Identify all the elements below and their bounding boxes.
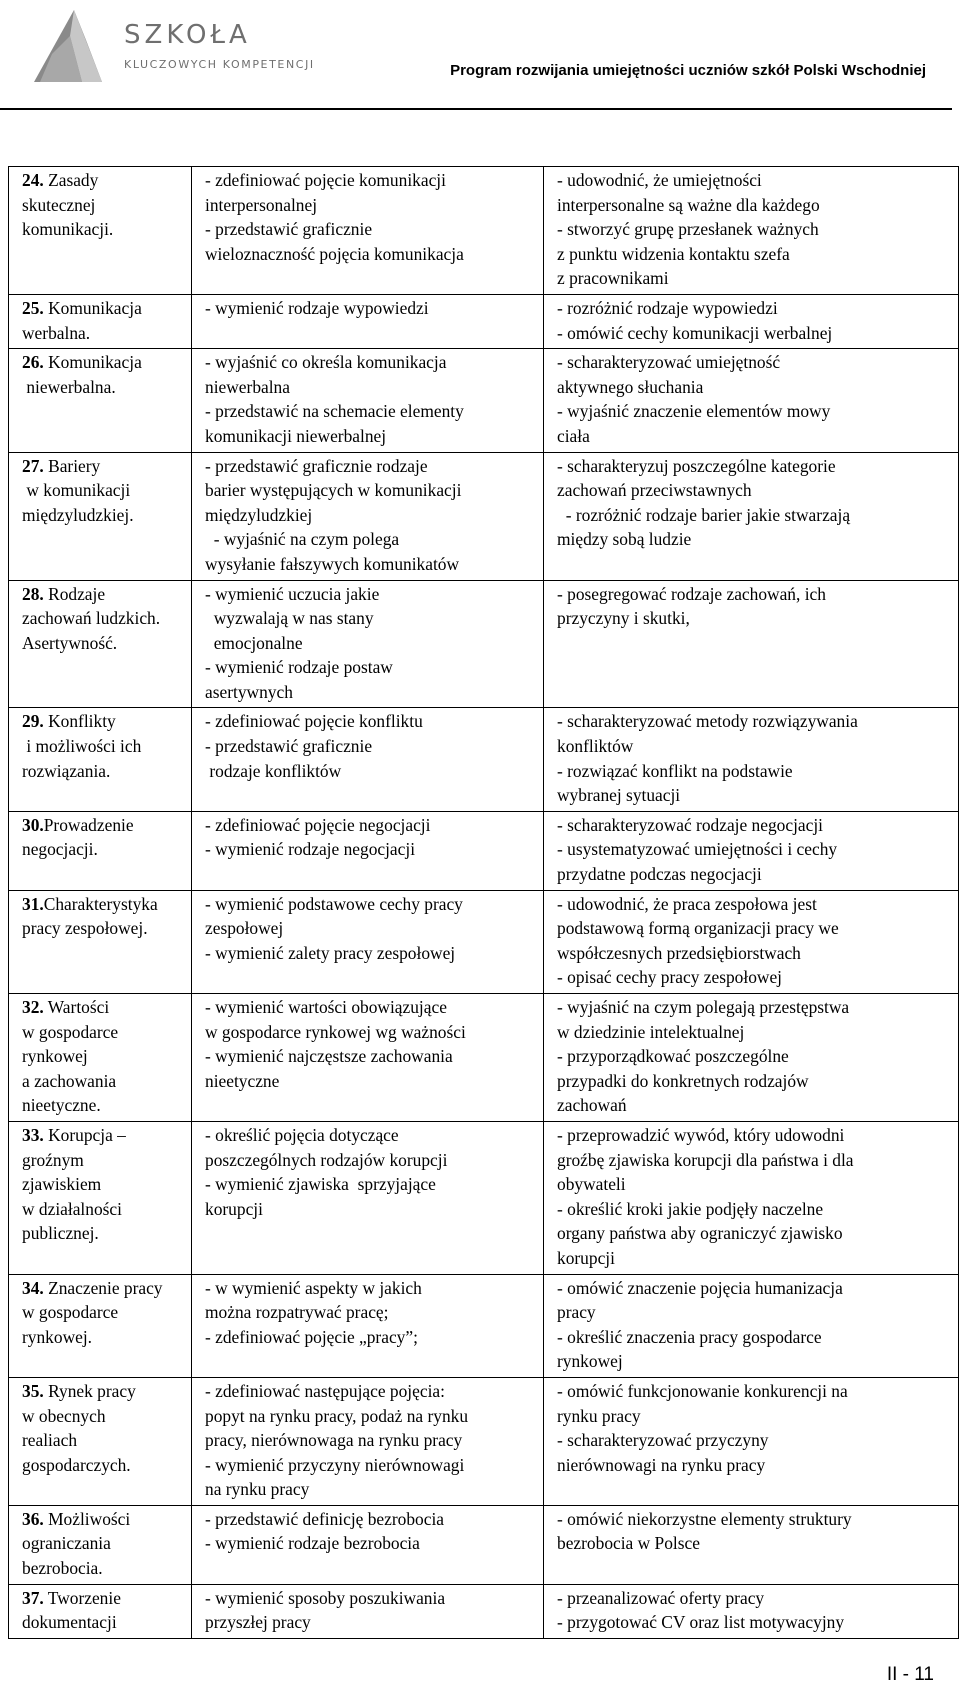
topic-number: 33. xyxy=(22,1124,44,1145)
extended-requirements-line: - określić kroki jakie podjęły naczelne xyxy=(557,1198,824,1219)
topic-number: 26. xyxy=(22,352,44,373)
topic-text: bezrobocia. xyxy=(22,1558,103,1579)
table-row xyxy=(9,1274,959,1377)
topic-line xyxy=(22,1172,187,1197)
extended-requirements-line: - scharakteryzuj poszczególne kategorie xyxy=(557,455,836,476)
basic-requirements-cell xyxy=(192,1377,544,1505)
basic-requirements-cell xyxy=(192,167,544,295)
table-row xyxy=(9,708,959,811)
topic-number: 29. xyxy=(22,711,44,732)
extended-requirements-cell xyxy=(544,294,959,348)
topic-text: Prowadzenie xyxy=(43,814,134,835)
extended-requirements-line: przypadki do konkretnych rodzajów xyxy=(557,1070,809,1091)
topic-text: niewerbalna. xyxy=(22,376,116,397)
topic-text: rynkowej xyxy=(22,1046,88,1067)
topic-line xyxy=(22,995,187,1020)
extended-requirements-line: z punktu widzenia kontaktu szefa xyxy=(557,243,790,264)
basic-requirements-line: - zdefiniować pojęcie komunikacji xyxy=(205,170,446,190)
extended-requirements-line: przyczyny i skutki, xyxy=(557,608,690,629)
topic-number: 25. xyxy=(22,297,44,318)
basic-requirements-line: - wymienić zalety pracy zespołowej xyxy=(205,942,456,963)
basic-requirements-line: - zdefiniować pojęcie negocjacji xyxy=(205,814,431,835)
basic-requirements-line: zespołowej xyxy=(205,918,284,939)
extended-requirements-line: obywateli xyxy=(557,1174,626,1195)
topic-text: Korupcja – xyxy=(43,1124,126,1145)
basic-requirements-line: - wyjaśnić na czym polega xyxy=(205,529,400,550)
topic-line xyxy=(22,1276,187,1301)
extended-requirements-line: - określić znaczenia pracy gospodarce xyxy=(557,1326,822,1347)
topic-cell xyxy=(9,1584,192,1638)
basic-requirements-line: korupcji xyxy=(205,1198,263,1219)
extended-requirements-line: - omówić cechy komunikacji werbalnej xyxy=(557,322,833,343)
basic-requirements-line: - wymienić rodzaje bezrobocia xyxy=(205,1533,420,1554)
topic-line xyxy=(22,892,187,917)
basic-requirements-line: na rynku pracy xyxy=(205,1479,310,1500)
extended-requirements-cell xyxy=(544,1377,959,1505)
extended-requirements-line: nierównowagi na rynku pracy xyxy=(557,1454,766,1475)
basic-requirements-line: w gospodarce rynkowej wg ważności xyxy=(205,1021,466,1042)
topic-text: negocjacji. xyxy=(22,839,98,860)
basic-requirements-line: - zdefiniować następujące pojęcia: xyxy=(205,1380,445,1401)
topic-line xyxy=(22,503,187,528)
topic-line xyxy=(22,1556,187,1581)
basic-requirements-cell xyxy=(192,452,544,580)
table-row xyxy=(9,1121,959,1274)
basic-requirements-line: - przedstawić graficznie rodzaje xyxy=(205,455,428,476)
topic-cell xyxy=(9,1377,192,1505)
curriculum-table-body xyxy=(9,167,959,1639)
basic-requirements-cell xyxy=(192,580,544,708)
topic-line xyxy=(22,217,187,242)
extended-requirements-line: w dziedzinie intelektualnej xyxy=(557,1021,745,1042)
extended-requirements-line: - przeprowadzić wywód, który udowodni xyxy=(557,1124,845,1145)
topic-text: i możliwości ich xyxy=(22,736,142,757)
topic-line xyxy=(22,375,187,400)
topic-line xyxy=(22,837,187,862)
topic-line xyxy=(22,582,187,607)
table-row xyxy=(9,1377,959,1505)
topic-line xyxy=(22,606,187,631)
basic-requirements-line: - wymienić uczucia jakie xyxy=(205,583,380,604)
basic-requirements-cell xyxy=(192,349,544,452)
extended-requirements-line: między sobą ludzie xyxy=(557,529,692,550)
extended-requirements-cell xyxy=(544,349,959,452)
table-row xyxy=(9,811,959,890)
basic-requirements-line: asertywnych xyxy=(205,681,293,702)
basic-requirements-line: - zdefiniować pojęcie „pracy”; xyxy=(205,1326,418,1347)
extended-requirements-line: - stworzyć grupę przesłanek ważnych xyxy=(557,219,819,240)
extended-requirements-line: - udowodnić, że praca zespołowa jest xyxy=(557,893,817,914)
extended-requirements-cell xyxy=(544,167,959,295)
basic-requirements-line: można rozpatrywać pracę; xyxy=(205,1302,389,1323)
extended-requirements-line: - omówić znaczenie pojęcia humanizacja xyxy=(557,1277,843,1298)
table-row xyxy=(9,890,959,993)
topic-line xyxy=(22,759,187,784)
extended-requirements-line: rynkowej xyxy=(557,1351,623,1372)
basic-requirements-line: - przedstawić graficznie xyxy=(205,219,373,240)
topic-cell xyxy=(9,994,192,1122)
topic-line xyxy=(22,1148,187,1173)
topic-cell xyxy=(9,580,192,708)
basic-requirements-line: - wymienić rodzaje wypowiedzi xyxy=(205,297,429,318)
extended-requirements-line: - scharakteryzować umiejętność xyxy=(557,352,781,373)
basic-requirements-line: nieetyczne xyxy=(205,1070,280,1091)
basic-requirements-line: niewerbalna xyxy=(205,376,290,397)
basic-requirements-cell xyxy=(192,994,544,1122)
topic-number: 24. xyxy=(22,170,44,190)
topic-line xyxy=(22,1044,187,1069)
topic-number: 27. xyxy=(22,455,44,476)
logo-subtitle: KLUCZOWYCH KOMPETENCJI xyxy=(124,58,315,71)
topic-line xyxy=(22,193,187,218)
basic-requirements-line: - wymienić wartości obowiązujące xyxy=(205,997,447,1017)
basic-requirements-line: rodzaje konfliktów xyxy=(205,760,342,781)
topic-line xyxy=(22,1300,187,1325)
topic-text: Zasady xyxy=(43,170,99,190)
extended-requirements-line: - przyporządkować poszczególne xyxy=(557,1046,789,1067)
topic-line xyxy=(22,1610,187,1635)
basic-requirements-cell xyxy=(192,1274,544,1377)
extended-requirements-line: z pracownikami xyxy=(557,268,669,289)
topic-line xyxy=(22,1325,187,1350)
extended-requirements-line: interpersonalne są ważne dla każdego xyxy=(557,194,820,215)
basic-requirements-line: - wymienić zjawiska sprzyjające xyxy=(205,1174,436,1195)
table-row xyxy=(9,1584,959,1638)
extended-requirements-line: współczesnych przedsiębiorstwach xyxy=(557,942,801,963)
topic-text: zachowań ludzkich. xyxy=(22,608,161,629)
topic-text: zjawiskiem xyxy=(22,1174,102,1195)
basic-requirements-cell xyxy=(192,708,544,811)
basic-requirements-line: komunikacji niewerbalnej xyxy=(205,425,387,446)
extended-requirements-line: - wyjaśnić na czym polegają przestępstwa xyxy=(557,997,850,1017)
extended-requirements-cell xyxy=(544,580,959,708)
basic-requirements-line: - wymienić rodzaje negocjacji xyxy=(205,839,416,860)
topic-line xyxy=(22,1069,187,1094)
topic-number: 36. xyxy=(22,1508,44,1529)
extended-requirements-line: pracy xyxy=(557,1302,596,1323)
topic-text: Komunikacja xyxy=(43,352,142,373)
basic-requirements-line: - przedstawić definicję bezrobocia xyxy=(205,1508,444,1529)
topic-text: w gospodarce xyxy=(22,1302,119,1323)
topic-line xyxy=(22,1020,187,1045)
basic-requirements-line: - wymienić najczęstsze zachowania xyxy=(205,1046,453,1067)
topic-text: pracy zespołowej. xyxy=(22,918,148,939)
basic-requirements-line: - zdefiniować pojęcie konfliktu xyxy=(205,711,423,732)
extended-requirements-line: organy państwa aby ograniczyć zjawisko xyxy=(557,1223,843,1244)
topic-line xyxy=(22,321,187,346)
topic-text: werbalna. xyxy=(22,322,91,343)
topic-line xyxy=(22,1123,187,1148)
extended-requirements-line: wybranej sytuacji xyxy=(557,785,681,806)
basic-requirements-cell xyxy=(192,890,544,993)
extended-requirements-line: konfliktów xyxy=(557,736,634,757)
topic-line xyxy=(22,350,187,375)
basic-requirements-line: barier występujących w komunikacji xyxy=(205,480,462,501)
page-header xyxy=(0,0,960,112)
topic-line xyxy=(22,813,187,838)
table-row xyxy=(9,994,959,1122)
header-divider xyxy=(0,108,952,110)
topic-text: nieetyczne. xyxy=(22,1095,101,1116)
basic-requirements-line: - wymienić rodzaje postaw xyxy=(205,657,393,678)
topic-line xyxy=(22,296,187,321)
extended-requirements-line: - omówić funkcjonowanie konkurencji na xyxy=(557,1380,848,1401)
table-row xyxy=(9,452,959,580)
extended-requirements-line: zachowań przeciwstawnych xyxy=(557,480,752,501)
topic-cell xyxy=(9,294,192,348)
extended-requirements-line: - posegregować rodzaje zachowań, ich xyxy=(557,583,826,604)
topic-line xyxy=(22,1507,187,1532)
basic-requirements-line: wysyłanie fałszywych komunikatów xyxy=(205,553,460,574)
basic-requirements-line: wieloznaczność pojęcia komunikacja xyxy=(205,243,464,264)
basic-requirements-line: międzyludzkiej xyxy=(205,504,313,525)
topic-cell xyxy=(9,452,192,580)
topic-text: Komunikacja xyxy=(43,297,142,318)
topic-text: skutecznej xyxy=(22,194,96,215)
extended-requirements-cell xyxy=(544,1274,959,1377)
extended-requirements-line: - rozwiązać konflikt na podstawie xyxy=(557,760,793,781)
table-row xyxy=(9,349,959,452)
topic-text: dokumentacji xyxy=(22,1612,117,1633)
topic-line xyxy=(22,1453,187,1478)
topic-number: 31. xyxy=(22,893,44,914)
extended-requirements-cell xyxy=(544,1505,959,1584)
topic-cell xyxy=(9,1505,192,1584)
topic-line xyxy=(22,709,187,734)
basic-requirements-cell xyxy=(192,294,544,348)
topic-line xyxy=(22,1404,187,1429)
extended-requirements-line: - wyjaśnić znaczenie elementów mowy xyxy=(557,401,831,422)
extended-requirements-line: - scharakteryzować rodzaje negocjacji xyxy=(557,814,824,835)
topic-cell xyxy=(9,708,192,811)
extended-requirements-line: - usystematyzować umiejętności i cechy xyxy=(557,839,838,860)
basic-requirements-cell xyxy=(192,1121,544,1274)
topic-text: międzyludzkiej. xyxy=(22,504,134,525)
table-row xyxy=(9,167,959,295)
topic-text: Rynek pracy xyxy=(43,1380,136,1401)
topic-text: Tworzenie xyxy=(43,1587,121,1608)
extended-requirements-line: - udowodnić, że umiejętności xyxy=(557,170,762,190)
topic-text: komunikacji. xyxy=(22,219,114,240)
extended-requirements-cell xyxy=(544,708,959,811)
extended-requirements-cell xyxy=(544,890,959,993)
extended-requirements-cell xyxy=(544,1584,959,1638)
extended-requirements-line: aktywnego słuchania xyxy=(557,376,704,397)
topic-text: ograniczania xyxy=(22,1533,111,1554)
topic-text: rynkowej. xyxy=(22,1326,93,1347)
basic-requirements-line: pracy, nierównowaga na rynku pracy xyxy=(205,1430,463,1451)
extended-requirements-line: - scharakteryzować przyczyny xyxy=(557,1430,769,1451)
basic-requirements-line: - wymienić sposoby poszukiwania xyxy=(205,1587,446,1608)
basic-requirements-cell xyxy=(192,1505,544,1584)
basic-requirements-line: poszczególnych rodzajów korupcji xyxy=(205,1149,448,1170)
topic-cell xyxy=(9,890,192,993)
topic-line xyxy=(22,1586,187,1611)
topic-text: Znaczenie pracy xyxy=(43,1277,163,1298)
basic-requirements-line: - wymienić przyczyny nierównowagi xyxy=(205,1454,465,1475)
topic-text: realiach xyxy=(22,1430,78,1451)
basic-requirements-line: emocjonalne xyxy=(205,632,303,653)
topic-text: w gospodarce xyxy=(22,1021,119,1042)
table-row xyxy=(9,294,959,348)
topic-line xyxy=(22,168,187,193)
basic-requirements-line: - przedstawić graficznie xyxy=(205,736,373,757)
topic-text: w komunikacji xyxy=(22,480,131,501)
topic-line xyxy=(22,916,187,941)
basic-requirements-line: popyt na rynku pracy, podaż na rynku xyxy=(205,1405,469,1426)
topic-line xyxy=(22,478,187,503)
topic-number: 32. xyxy=(22,997,44,1017)
basic-requirements-cell xyxy=(192,1584,544,1638)
topic-number: 37. xyxy=(22,1587,44,1608)
extended-requirements-line: podstawową formą organizacji pracy we xyxy=(557,918,839,939)
topic-text: groźnym xyxy=(22,1149,84,1170)
topic-text: w działalności xyxy=(22,1198,122,1219)
page-number: II - 11 xyxy=(886,1664,934,1685)
extended-requirements-line: - rozróżnić rodzaje wypowiedzi xyxy=(557,297,778,318)
extended-requirements-cell xyxy=(544,994,959,1122)
topic-line xyxy=(22,1197,187,1222)
topic-cell xyxy=(9,1274,192,1377)
topic-text: Bariery xyxy=(43,455,101,476)
extended-requirements-line: ciała xyxy=(557,425,590,446)
basic-requirements-line: interpersonalnej xyxy=(205,194,318,215)
topic-line xyxy=(22,631,187,656)
extended-requirements-line: - opisać cechy pracy zespołowej xyxy=(557,967,783,988)
extended-requirements-cell xyxy=(544,452,959,580)
topic-cell xyxy=(9,811,192,890)
basic-requirements-line: - przedstawić na schemacie elementy xyxy=(205,401,464,422)
extended-requirements-line: - przeanalizować oferty pracy xyxy=(557,1587,765,1608)
topic-text: rozwiązania. xyxy=(22,760,111,781)
topic-text: Konflikty xyxy=(43,711,116,732)
basic-requirements-line: przyszłej pracy xyxy=(205,1612,311,1633)
curriculum-table xyxy=(8,166,959,1639)
topic-line xyxy=(22,454,187,479)
topic-text: a zachowania xyxy=(22,1070,117,1091)
extended-requirements-line: - przygotować CV oraz list motywacyjny xyxy=(557,1612,845,1633)
topic-text: publicznej. xyxy=(22,1223,99,1244)
extended-requirements-line: groźbę zjawiska korupcji dla państwa i dla xyxy=(557,1149,854,1170)
table-row xyxy=(9,1505,959,1584)
topic-number: 34. xyxy=(22,1277,44,1298)
topic-cell xyxy=(9,1121,192,1274)
basic-requirements-cell xyxy=(192,811,544,890)
topic-text: w obecnych xyxy=(22,1405,106,1426)
topic-cell xyxy=(9,349,192,452)
topic-text: Rodzaje xyxy=(43,583,106,604)
topic-line xyxy=(22,1093,187,1118)
school-logo xyxy=(26,6,326,90)
topic-line xyxy=(22,1221,187,1246)
basic-requirements-line: - wyjaśnić co określa komunikacja xyxy=(205,352,447,373)
extended-requirements-line: - rozróżnić rodzaje barier jakie stwarzają xyxy=(557,504,851,525)
topic-line xyxy=(22,1428,187,1453)
topic-text: Asertywność. xyxy=(22,632,118,653)
topic-text: Możliwości xyxy=(43,1508,131,1529)
topic-number: 35. xyxy=(22,1380,44,1401)
topic-line xyxy=(22,734,187,759)
extended-requirements-line: - scharakteryzować metody rozwiązywania xyxy=(557,711,858,732)
extended-requirements-cell xyxy=(544,811,959,890)
topic-number: 30. xyxy=(22,814,44,835)
program-title: Program rozwijania umiejętności uczniów szkół Polski Wschodniej xyxy=(450,62,926,79)
extended-requirements-line: bezrobocia w Polsce xyxy=(557,1533,700,1554)
extended-requirements-line: rynku pracy xyxy=(557,1405,641,1426)
logo-mark-icon xyxy=(26,6,122,90)
topic-text: gospodarczych. xyxy=(22,1454,131,1475)
extended-requirements-line: zachowań xyxy=(557,1095,627,1116)
topic-line xyxy=(22,1379,187,1404)
extended-requirements-line: przydatne podczas negocjacji xyxy=(557,864,762,885)
topic-line xyxy=(22,1531,187,1556)
basic-requirements-line: - w wymienić aspekty w jakich xyxy=(205,1277,422,1298)
topic-number: 28. xyxy=(22,583,44,604)
basic-requirements-line: - wymienić podstawowe cechy pracy xyxy=(205,893,463,914)
extended-requirements-cell xyxy=(544,1121,959,1274)
topic-text: Wartości xyxy=(43,997,110,1017)
extended-requirements-line: - omówić niekorzystne elementy struktury xyxy=(557,1508,852,1529)
topic-text: Charakterystyka xyxy=(43,893,158,914)
basic-requirements-line: wyzwalają w nas stany xyxy=(205,608,374,629)
extended-requirements-line: korupcji xyxy=(557,1247,615,1268)
topic-cell xyxy=(9,167,192,295)
logo-title: SZKOŁA xyxy=(124,20,251,50)
table-row xyxy=(9,580,959,708)
basic-requirements-line: - określić pojęcia dotyczące xyxy=(205,1124,399,1145)
